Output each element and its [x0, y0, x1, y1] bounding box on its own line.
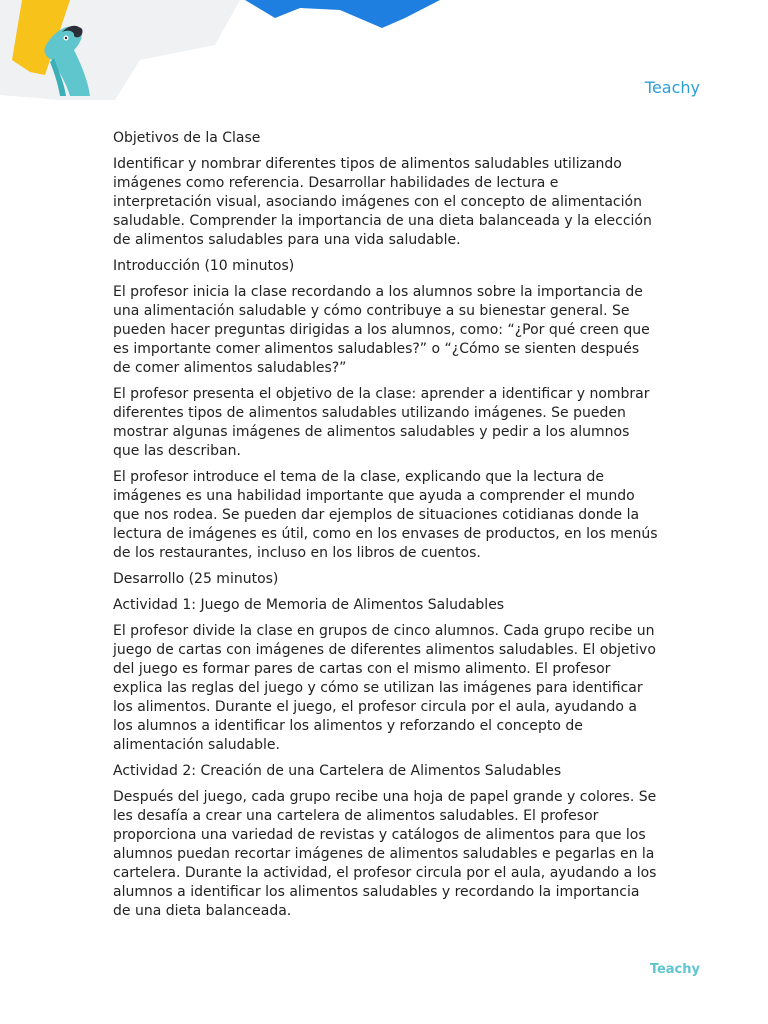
introduction-paragraph-1: El profesor inicia la clase recordando a los alumnos sobre la importancia de una alimentación saludable y cómo contribuye a su bienestar general. Se pueden hacer preguntas dirigidas a los alumnos, como: “¿Por qué creen que es importante comer alimentos saludables?” o “¿Cómo se sienten después de comer alimentos saludables?”	[113, 284, 650, 376]
objectives-heading: Objetivos de la Clase	[113, 130, 261, 146]
activity-2-heading: Actividad 2: Creación de una Cartelera de Alimentos Saludables	[113, 763, 562, 779]
header-brand: Teachy	[644, 78, 700, 97]
objectives-paragraph: Identificar y nombrar diferentes tipos de alimentos saludables utilizando imágenes como referencia. Desarrollar habilidades de lectura e interpretación visual, asociando imágenes con el concepto de alimentación saludable. Comprender la importancia de una dieta balanceada y la elección de alimentos saludables para una vida saludable.	[113, 156, 652, 248]
activity-1-heading: Actividad 1: Juego de Memoria de Alimentos Saludables	[113, 597, 505, 613]
lesson-content	[113, 129, 658, 928]
introduction-heading: Introducción (10 minutos)	[113, 258, 295, 274]
introduction-paragraph-2: El profesor presenta el objetivo de la clase: aprender a identificar y nombrar diferentes tipos de alimentos saludables utilizando imágenes. Se pueden mostrar algunas imágenes de alimentos saludables y pedir a los alumnos que las describan.	[113, 386, 650, 459]
introduction-paragraph-3: El profesor introduce el tema de la clase, explicando que la lectura de imágenes es una habilidad importante que ayuda a comprender el mundo que nos rodea. Se pueden dar ejemplos de situaciones cotidianas donde la lectura de imágenes es útil, como en los envases de productos, en los menús de los restaurantes, incluso en los libros de cuentos.	[113, 469, 658, 561]
footer-brand: Teachy	[649, 962, 700, 977]
activity-2-paragraph: Después del juego, cada grupo recibe una hoja de papel grande y colores. Se les desafía a crear una cartelera de alimentos saludables. El profesor proporciona una variedad de revistas y catálogos de alimentos para que los alumnos puedan recortar imágenes de alimentos saludables e pegarlas en la cartelera. Durante la actividad, el profesor circula por el aula, ayudando a los alumnos a identificar los alimentos saludables y recordando la importancia de una dieta balanceada.	[113, 789, 657, 919]
activity-1-paragraph: El profesor divide la clase en grupos de cinco alumnos. Cada grupo recibe un juego de cartas con imágenes de diferentes alimentos saludables. El objetivo del juego es formar pares de cartas con el mismo alimento. El profesor explica las reglas del juego y cómo se utilizan las imágenes para identificar los alimentos. Durante el juego, el profesor circula por el aula, ayudando a los alumnos a identificar los alimentos y reforzando el concepto de alimentación saludable.	[113, 623, 656, 753]
development-heading: Desarrollo (25 minutos)	[113, 571, 279, 587]
